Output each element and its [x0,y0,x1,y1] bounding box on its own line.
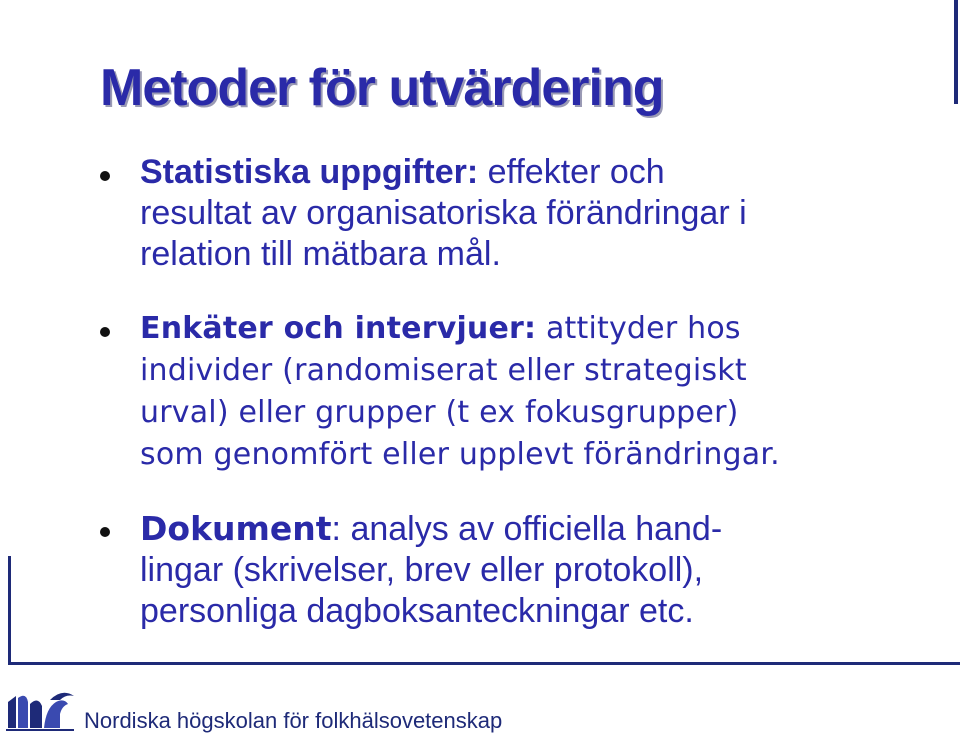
bullet-line: lingar (skrivelser, brev eller protokoll), [140,551,704,589]
footer-organization: Nordiska högskolan för folkhälsovetenskap [84,708,503,733]
bullet-text [140,308,900,476]
bullet-line [140,152,900,193]
bullet-line: som genomfört eller upplevt förändringar. [140,437,780,472]
bullet-line: relation till mätbara mål. [140,235,501,273]
bullet-text [140,508,900,632]
slide-title: Metoder för utvärdering [100,59,664,117]
bullet-line: personliga dagboksanteckningar etc. [140,592,694,630]
bullet-text [140,152,900,275]
bullet-lead: Dokument [140,509,332,548]
bullet-lead: Statistiska uppgifter: [140,153,479,191]
bullet-line: resultat av organisatoriska förändringar i [140,194,747,232]
bullet-dot-icon [100,171,110,181]
bullet-lead: Enkäter och intervjuer: [140,311,537,346]
bullet-dot-icon [100,527,110,537]
nhv-logo-icon [6,688,76,732]
bullet-line-text: : analys av officiella hand- [331,510,723,548]
bullet-line-text: attityder hos [536,311,741,346]
bullet-line: urval) eller grupper (t ex fokusgrupper) [140,395,739,430]
bullet-line [140,308,900,350]
bullet-line [140,508,900,550]
frame-line-bottom [8,662,960,665]
frame-line-top-right [954,0,958,104]
frame-line-left [8,556,11,664]
bullet-dot-icon [100,327,110,337]
bullet-line: individer (randomiserat eller strategiskt [140,353,747,388]
bullet-line-text: effekter och [478,153,665,191]
